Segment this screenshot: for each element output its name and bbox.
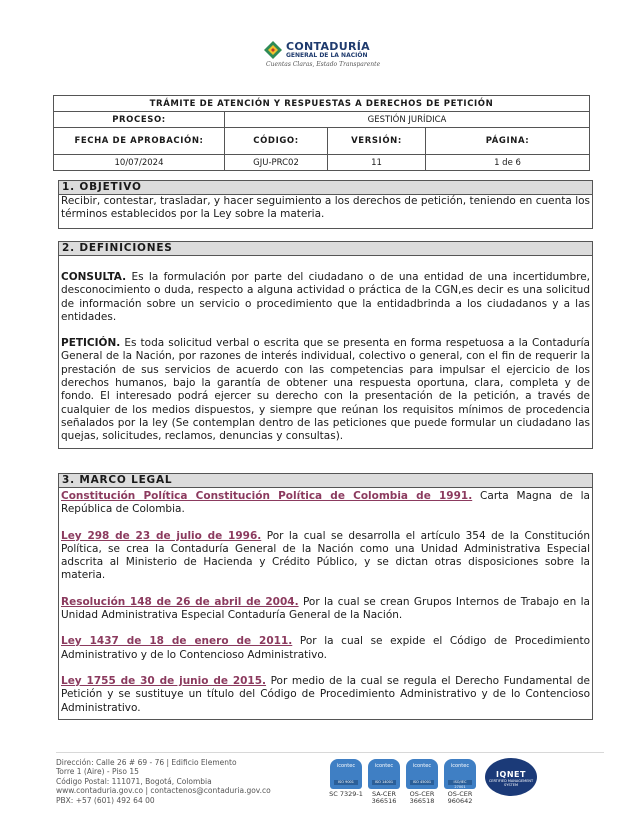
logo-line2: GENERAL DE LA NACIÓN: [286, 52, 368, 59]
legal-description: Por medio de la cual se regula el Derecho Fundamental de Petición y se sustituye un título del Código de Procedimiento Administrativo y de lo Contencioso Administrativo.: [61, 674, 590, 714]
version-label: VERSIÓN:: [328, 128, 426, 155]
section-heading: 2. DEFINICIONES: [59, 242, 592, 256]
logo-tagline: Cuentas Claras, Estado Transparente: [266, 61, 381, 68]
version-value: 11: [328, 155, 426, 171]
cert-standard: ISO 45001: [410, 780, 434, 785]
icontec-cert-icon: [444, 759, 476, 789]
footer-divider: [56, 752, 604, 753]
legal-description: Por la cual se desarrolla el artículo 354 de la Constitución Política, se crea la Contaduría General de la Nación como una Unidad Administrativa Especial adscrita al Ministerio de Hacienda y Crédito Público, y se dictan otras disposiciones sobre la materia.: [61, 529, 590, 582]
legal-item: [61, 490, 590, 517]
iqnet-label: IQNET: [496, 770, 526, 779]
footer-line: www.contaduria.gov.co | contactenos@contaduria.gov.co: [56, 786, 271, 796]
cert-code: SA-CER 366516: [371, 790, 397, 805]
iqnet-cert-icon: [485, 758, 537, 796]
footer-contact: [56, 758, 271, 805]
iqnet-sub: CERTIFIED MANAGEMENT SYSTEM: [488, 779, 534, 787]
cert-code: OS-CER 960642: [447, 790, 473, 805]
pagina-label: PÁGINA:: [426, 128, 590, 155]
definition-text: Es toda solicitud verbal o escrita que se presenta en forma respetuosa a la Contaduría General de la Nación, por razones de interés individual, colectivo o general, con el fin de requerir la prestación de sus servicios de acuerdo con las competencias para impulsar el ejercicio de los derechos humanos, bajo la garantía de obtener una respuesta oportuna, clara, completa y de fondo. El interesado podrá ejercer su derecho con la presentación de la petición, a través de cualquier de los medios dispuestos, y siempre que reúnan los requisitos mínimos de procedencia señalados por la ley (Se contemplan dentro de las peticiones que puede formular un ciudadano las quejas, solicitudes, reclamos, denuncias y consultas).: [61, 337, 590, 443]
cert-standard: ISO 9001: [334, 780, 358, 785]
legal-item: [61, 530, 590, 583]
codigo-label: CÓDIGO:: [225, 128, 328, 155]
legal-description: Por la cual se crean Grupos Internos de Trabajo en la Unidad Administrativa Especial Contaduría General de la Nación.: [61, 595, 590, 622]
definition-term: PETICIÓN.: [61, 337, 121, 350]
document-header-table: [53, 95, 590, 171]
icontec-cert-icon: [368, 759, 400, 789]
pagina-value: 1 de 6: [426, 155, 590, 171]
cert-standard: ISO 14001: [372, 780, 396, 785]
definition-term: CONSULTA.: [61, 271, 127, 283]
legal-link[interactable]: Ley 298 de 23 de julio de 1996.: [61, 529, 262, 542]
logo-line1: CONTADURÍA: [286, 40, 370, 53]
icontec-cert-icon: [330, 759, 362, 789]
legal-link[interactable]: Constitución Política Constitución Política de Colombia de 1991.: [61, 490, 473, 502]
section-objetivo: [58, 180, 593, 229]
cert-brand: icontec: [374, 763, 394, 769]
legal-link[interactable]: Ley 1437 de 18 de enero de 2011.: [61, 635, 293, 648]
section-marco-legal: [58, 473, 593, 720]
document-title: TRÁMITE DE ATENCIÓN Y RESPUESTAS A DERECHOS DE PETICIÓN: [54, 96, 590, 112]
cert-brand: icontec: [336, 763, 356, 769]
objetivo-text: Recibir, contestar, trasladar, y hacer seguimiento a los derechos de petición, teniendo en cuenta los términos establecidos por la Ley sobre la materia.: [61, 195, 590, 221]
section-heading: 3. MARCO LEGAL: [59, 474, 592, 488]
definition-peticion: [61, 337, 590, 443]
legal-description: Por la cual se expide el Código de Procedimiento Administrativo y de lo Contencioso Administrativo.: [61, 635, 590, 661]
cert-standard: ISO/IEC 27001: [448, 780, 472, 785]
cgn-logo: [262, 40, 402, 70]
fecha-label: FECHA DE APROBACIÓN:: [54, 128, 225, 155]
legal-link[interactable]: Resolución 148 de 26 de abril de 2004.: [61, 595, 299, 608]
codigo-value: GJU-PRC02: [225, 155, 328, 171]
footer-line: Código Postal: 111071, Bogotá, Colombia: [56, 776, 212, 786]
legal-item: [61, 635, 590, 662]
logo-emblem-icon: [262, 40, 284, 62]
cert-code: SC 7329-1: [329, 790, 363, 798]
definition-text: Es la formulación por parte del ciudadano o de una entidad de una incertidumbre, desconocimiento o duda, respecto a alguna actividad o práctica de la CGN,es decir es una solicitud de información sobre un servicio o procedimiento que la entidadbrinda a los ciudadanos y a las entidades.: [61, 271, 590, 323]
legal-item: [61, 675, 590, 715]
icontec-cert-icon: [406, 759, 438, 789]
cert-brand: icontec: [412, 763, 432, 769]
cert-code: OS-CER 366518: [409, 790, 435, 805]
legal-item: [61, 596, 590, 623]
definition-consulta: [61, 271, 590, 324]
legal-description: Carta Magna de la República de Colombia.: [61, 490, 590, 516]
footer-line: Torre 1 (Aire) - Piso 15: [56, 767, 139, 777]
footer-line: PBX: +57 (601) 492 64 00: [56, 795, 155, 805]
section-definiciones: [58, 241, 593, 449]
legal-link[interactable]: Ley 1755 de 30 de junio de 2015.: [61, 674, 267, 687]
proceso-label: PROCESO:: [54, 112, 225, 128]
footer-line: Dirección: Calle 26 # 69 - 76 | Edificio Elemento: [56, 758, 237, 767]
fecha-value: 10/07/2024: [54, 155, 225, 171]
cert-brand: icontec: [450, 763, 470, 769]
proceso-value: GESTIÓN JURÍDICA: [225, 112, 590, 128]
section-heading: 1. OBJETIVO: [59, 181, 592, 195]
